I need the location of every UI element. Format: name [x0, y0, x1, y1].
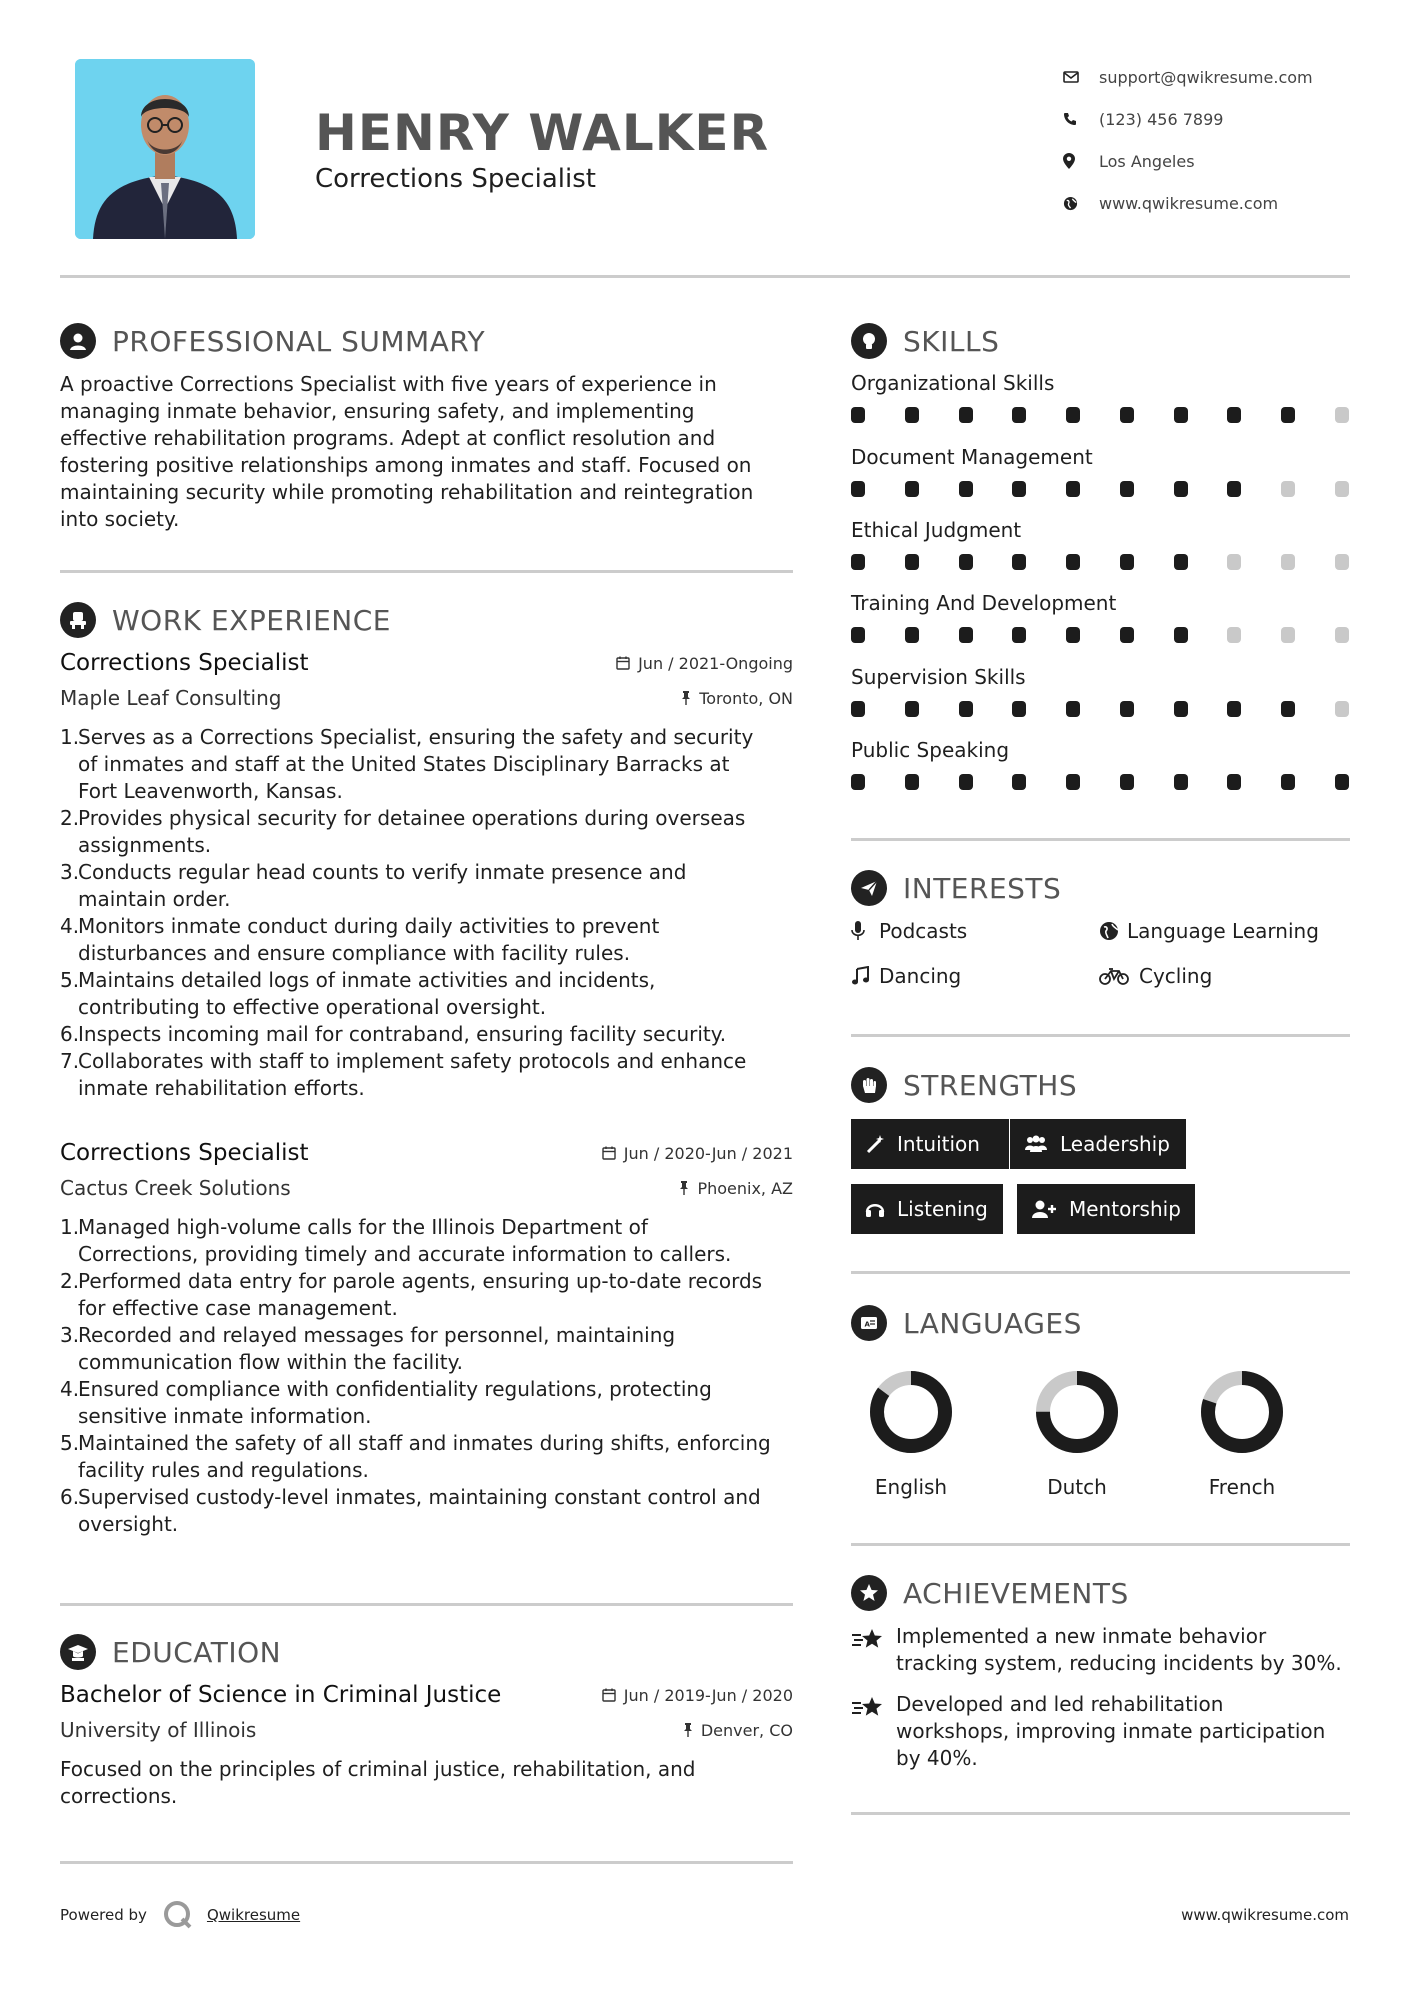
list-item: 4. Ensured compliance with confidentiality regulations, protecting sensitive inmate information.	[60, 1377, 712, 1428]
job-dates: Jun / 2020-Jun / 2021	[602, 1144, 793, 1163]
skill-dot-filled	[1174, 481, 1188, 497]
education-dates: Jun / 2019-Jun / 2020	[602, 1686, 793, 1705]
skill-dot-empty	[1335, 481, 1349, 497]
summary-divider	[60, 570, 793, 573]
contact-website[interactable]: www.qwikresume.com	[1063, 182, 1363, 224]
contact-location: Los Angeles	[1063, 140, 1363, 182]
user-circle-icon	[60, 323, 96, 359]
education-entry	[60, 1682, 793, 1810]
headphones-icon	[865, 1199, 885, 1219]
skill-dot-filled	[1174, 701, 1188, 717]
skill-dot-filled	[959, 481, 973, 497]
skill-dot-filled	[1335, 774, 1349, 790]
skill-dot-filled	[1012, 627, 1026, 643]
list-item: 6. Inspects incoming mail for contraband, ensuring facility security.	[60, 1022, 727, 1046]
skill-dot-filled	[959, 627, 973, 643]
skill-rating	[851, 554, 1349, 570]
achievements-divider	[851, 1812, 1350, 1815]
skill-dot-filled	[1227, 774, 1241, 790]
skill-dot-filled	[1012, 701, 1026, 717]
job-company: Maple Leaf Consulting	[60, 686, 282, 710]
contact-block	[1063, 56, 1363, 224]
skills-heading: SKILLS	[851, 323, 999, 359]
skill-dot-filled	[851, 554, 865, 570]
skill-rating	[851, 627, 1349, 643]
map-pin-icon	[1063, 153, 1099, 169]
skill-dot-filled	[1120, 774, 1134, 790]
calendar-icon	[602, 1146, 616, 1160]
achievement-item: Implemented a new inmate behavior tracking system, reducing incidents by 30%.	[851, 1623, 1361, 1677]
job-bullets	[60, 1214, 793, 1538]
skill-dot-filled	[851, 627, 865, 643]
job-entry	[60, 1140, 793, 1538]
skill-dot-filled	[1227, 407, 1241, 423]
skill-dot-filled	[905, 701, 919, 717]
candidate-title: Corrections Specialist	[315, 164, 596, 194]
skill-dot-filled	[1174, 554, 1188, 570]
skill-dot-filled	[959, 407, 973, 423]
skill-dot-empty	[1335, 627, 1349, 643]
education-divider	[60, 1861, 793, 1864]
job-dates: Jun / 2021-Ongoing	[616, 654, 793, 673]
interest-item: Dancing	[851, 964, 961, 988]
school-name: University of Illinois	[60, 1718, 257, 1742]
skill-dot-filled	[1281, 701, 1295, 717]
job-company: Cactus Creek Solutions	[60, 1176, 291, 1200]
candidate-name: HENRY WALKER	[315, 104, 770, 162]
paper-plane-icon	[851, 870, 887, 906]
strength-tag: Mentorship	[1017, 1184, 1195, 1234]
star-badge-icon	[851, 1575, 887, 1611]
pushpin-icon	[681, 691, 691, 705]
globe-icon	[1099, 921, 1127, 941]
education-description: Focused on the principles of criminal justice, rehabilitation, and corrections.	[60, 1757, 696, 1808]
shooting-star-icon	[851, 1691, 896, 1772]
lightbulb-icon	[851, 323, 887, 359]
skill-dot-filled	[1012, 774, 1026, 790]
calendar-icon	[616, 656, 630, 670]
skill-dot-empty	[1227, 627, 1241, 643]
achievements-heading: ACHIEVEMENTS	[851, 1575, 1129, 1611]
envelope-icon	[1063, 70, 1099, 84]
skills-divider	[851, 838, 1350, 841]
interest-item: Cycling	[1099, 964, 1212, 988]
skill-dot-filled	[851, 701, 865, 717]
strength-tag: Intuition	[851, 1119, 1009, 1169]
skill-item: Supervision Skills	[851, 665, 1351, 717]
pushpin-icon	[683, 1723, 693, 1737]
strength-tag: Listening	[851, 1184, 1003, 1234]
skill-dot-filled	[1012, 554, 1026, 570]
skill-dot-filled	[1066, 407, 1080, 423]
shooting-star-icon	[851, 1623, 896, 1677]
skill-dot-empty	[1227, 554, 1241, 570]
users-icon	[1024, 1134, 1048, 1154]
language-proficiency-ring	[1032, 1367, 1122, 1457]
skill-dot-filled	[1120, 407, 1134, 423]
skill-dot-filled	[1174, 774, 1188, 790]
skill-item: Document Management	[851, 445, 1351, 497]
music-note-icon	[851, 966, 879, 986]
skill-item: Ethical Judgment	[851, 518, 1351, 570]
list-item: 5. Maintained the safety of all staff and inmates during shifts, enforcing facility rules and regulations.	[60, 1431, 771, 1482]
skill-rating	[851, 481, 1349, 497]
job-location: Phoenix, AZ	[679, 1179, 793, 1198]
list-item: 2. Provides physical security for detainee operations during overseas assignments.	[60, 806, 746, 857]
profile-photo	[75, 59, 255, 239]
list-item: 5. Maintains detailed logs of inmate activities and incidents, contributing to effective operational oversight.	[60, 968, 656, 1019]
summary-heading: PROFESSIONAL SUMMARY	[60, 323, 485, 359]
briefcase-icon	[60, 602, 96, 638]
skill-item: Training And Development	[851, 591, 1351, 643]
skill-dot-empty	[1281, 627, 1295, 643]
skill-dot-filled	[905, 627, 919, 643]
interests-divider	[851, 1034, 1350, 1037]
contact-phone[interactable]: (123) 456 7899	[1063, 98, 1363, 140]
bicycle-icon	[1099, 967, 1139, 985]
language-icon	[851, 1305, 887, 1341]
skill-dot-filled	[959, 701, 973, 717]
education-location: Denver, CO	[683, 1721, 793, 1740]
list-item: 2. Performed data entry for parole agents, ensuring up-to-date records for effective case management.	[60, 1269, 763, 1320]
skill-dot-filled	[1174, 407, 1188, 423]
skill-dot-filled	[905, 407, 919, 423]
skill-dot-filled	[1174, 627, 1188, 643]
list-item: 4. Monitors inmate conduct during daily activities to prevent disturbances and ensure compliance with facility rules.	[60, 914, 660, 965]
skill-item: Organizational Skills	[851, 371, 1351, 423]
skill-dot-empty	[1335, 407, 1349, 423]
skill-item: Public Speaking	[851, 738, 1351, 790]
job-bullets	[60, 724, 793, 1102]
skill-rating	[851, 774, 1349, 790]
work-heading: WORK EXPERIENCE	[60, 602, 391, 638]
skill-dot-filled	[1066, 774, 1080, 790]
list-item: 1. Managed high-volume calls for the Illinois Department of Corrections, providing timely and accurate information to callers.	[60, 1215, 732, 1266]
job-entry	[60, 650, 793, 1102]
skill-dot-filled	[959, 774, 973, 790]
phone-icon	[1063, 112, 1099, 126]
language-proficiency-ring	[1197, 1367, 1287, 1457]
footer-website-link[interactable]: www.qwikresume.com	[1181, 1906, 1349, 1924]
skill-dot-filled	[959, 554, 973, 570]
interests-heading: INTERESTS	[851, 870, 1061, 906]
strengths-heading: STRENGTHS	[851, 1067, 1077, 1103]
strength-tag: Leadership	[1010, 1119, 1186, 1169]
skill-dot-filled	[1012, 407, 1026, 423]
skill-dot-filled	[1012, 481, 1026, 497]
pushpin-icon	[679, 1181, 689, 1195]
skill-dot-filled	[905, 481, 919, 497]
skill-dot-filled	[851, 407, 865, 423]
microphone-icon	[851, 921, 879, 941]
list-item: 1. Serves as a Corrections Specialist, ensuring the safety and security of inmates and staff at the United States Disciplinary Barracks at Fort Leavenworth, Kansas.	[60, 725, 754, 803]
skill-dot-filled	[1120, 554, 1134, 570]
job-location: Toronto, ON	[681, 689, 793, 708]
language-item: Dutch	[1022, 1367, 1132, 1499]
skill-dot-filled	[1066, 627, 1080, 643]
interest-item: Podcasts	[851, 919, 967, 943]
language-proficiency-ring	[866, 1367, 956, 1457]
globe-icon	[1063, 196, 1099, 211]
magic-wand-icon	[865, 1134, 885, 1154]
skill-dot-filled	[905, 554, 919, 570]
contact-email[interactable]: support@qwikresume.com	[1063, 56, 1363, 98]
skill-dot-filled	[1120, 481, 1134, 497]
skill-dot-filled	[1227, 701, 1241, 717]
job-title: Corrections Specialist	[60, 650, 309, 676]
achievement-item: Developed and led rehabilitation workshops, improving inmate participation by 40%.	[851, 1691, 1361, 1772]
raised-fist-icon	[851, 1067, 887, 1103]
skill-dot-filled	[905, 774, 919, 790]
skill-dot-empty	[1335, 701, 1349, 717]
skill-dot-filled	[1066, 481, 1080, 497]
user-plus-icon	[1031, 1199, 1057, 1219]
qwikresume-logo-icon	[163, 1900, 193, 1930]
work-divider	[60, 1603, 793, 1606]
skill-dot-filled	[1120, 701, 1134, 717]
list-item: 3. Recorded and relayed messages for personnel, maintaining communication flow within the facility.	[60, 1323, 676, 1374]
list-item: 3. Conducts regular head counts to verify inmate presence and maintain order.	[60, 860, 687, 911]
skill-dot-filled	[851, 774, 865, 790]
skill-dot-filled	[1066, 701, 1080, 717]
degree-title: Bachelor of Science in Criminal Justice	[60, 1682, 502, 1708]
language-item: French	[1187, 1367, 1297, 1499]
calendar-icon	[602, 1688, 616, 1702]
summary-text: A proactive Corrections Specialist with five years of experience in managing inmate behavior, ensuring safety, and implementing effective rehabilitation programs. Adept at conflict resolution and fostering positive relationships among inmates and staff. Focused on maintaining security while promoting rehabilitation and reintegration into society.	[60, 372, 754, 531]
job-title: Corrections Specialist	[60, 1140, 309, 1166]
skill-dot-filled	[1281, 407, 1295, 423]
graduation-cap-icon	[60, 1634, 96, 1670]
skill-dot-empty	[1281, 481, 1295, 497]
language-item: English	[856, 1367, 966, 1499]
skill-dot-empty	[1335, 554, 1349, 570]
skill-rating	[851, 407, 1349, 423]
strengths-divider	[851, 1271, 1350, 1274]
skill-dot-empty	[1281, 554, 1295, 570]
svg-text:A: A	[864, 1320, 870, 1329]
footer-powered-by: Powered by Qwikresume	[60, 1900, 300, 1930]
list-item: 6. Supervised custody-level inmates, maintaining constant control and oversight.	[60, 1485, 761, 1536]
header-divider	[60, 275, 1350, 278]
skill-dot-filled	[1281, 774, 1295, 790]
list-item: 7. Collaborates with staff to implement safety protocols and enhance inmate rehabilitation efforts.	[60, 1049, 747, 1100]
education-heading: EDUCATION	[60, 1634, 281, 1670]
skill-dot-filled	[1120, 627, 1134, 643]
qwikresume-link[interactable]: Qwikresume	[206, 1906, 301, 1924]
skill-dot-filled	[1227, 481, 1241, 497]
interest-item: Language Learning	[1099, 919, 1319, 943]
skill-rating	[851, 701, 1349, 717]
languages-divider	[851, 1543, 1350, 1546]
skill-dot-filled	[1066, 554, 1080, 570]
languages-heading: A LANGUAGES	[851, 1305, 1082, 1341]
skill-dot-filled	[851, 481, 865, 497]
